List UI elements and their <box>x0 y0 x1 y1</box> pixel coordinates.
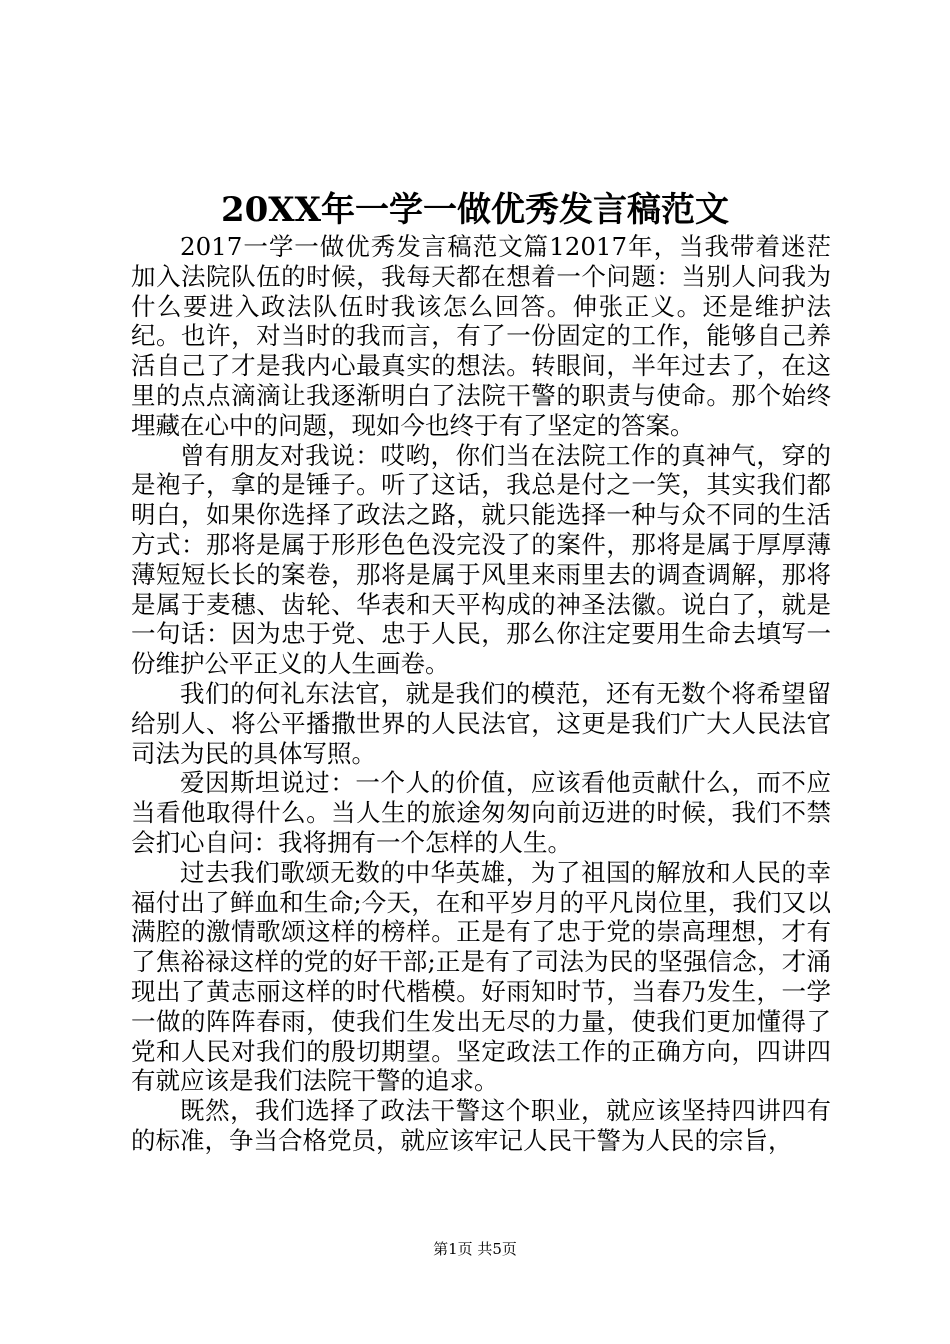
page-footer: 第1页 共5页 <box>433 1240 517 1258</box>
document-body <box>131 232 831 1156</box>
paragraph-1: 2017一学一做优秀发言稿范文篇12017年，当我带着迷茫加入法院队伍的时候，我每天都在想着一个问题：当别人问我为什么要进入政法队伍时我该怎么回答。伸张正义。还是维护法纪。也许，对当时的我而言，有了一份固定的工作，能够自己养活自己了才是我内心最真实的想法。转眼间，半年过去了，在这里的点点滴滴让我逐渐明白了法院干警的职责与使命。那个始终埋藏在心中的问题，现如今也终于有了坚定的答案。 <box>131 232 831 440</box>
paragraph-5: 过去我们歌颂无数的中华英雄，为了祖国的解放和人民的幸福付出了鲜血和生命;今天，在和平岁月的平凡岗位里，我们又以满腔的激情歌颂这样的榜样。正是有了忠于党的崇高理想，才有了焦裕禄这样的党的好干部;正是有了司法为民的坚强信念，才涌现出了黄志丽这样的时代楷模。好雨知时节，当春乃发生，一学一做的阵阵春雨，使我们生发出无尽的力量，使我们更加懂得了党和人民对我们的殷切期望。坚定政法工作的正确方向，四讲四有就应该是我们法院干警的追求。 <box>131 857 831 1096</box>
paragraph-3: 我们的何礼东法官，就是我们的模范，还有无数个将希望留给别人、将公平播撒世界的人民法官，这更是我们广大人民法官司法为民的具体写照。 <box>131 678 831 768</box>
paragraph-4: 爱因斯坦说过：一个人的价值，应该看他贡献什么，而不应当看他取得什么。当人生的旅途匆匆向前迈进的时候，我们不禁会扪心自问：我将拥有一个怎样的人生。 <box>131 768 831 857</box>
document-title: 20XX年一学一做优秀发言稿范文 <box>220 190 730 230</box>
paragraph-2: 曾有朋友对我说：哎哟，你们当在法院工作的真神气，穿的是袍子，拿的是锤子。听了这话，我总是付之一笑，其实我们都明白，如果你选择了政法之路，就只能选择一种与众不同的生活方式：那将是属于形形色色没完没了的案件，那将是属于厚厚薄薄短短长长的案卷，那将是属于风里来雨里去的调查调解，那将是属于麦穗、齿轮、华表和天平构成的神圣法徽。说白了，就是一句话：因为忠于党、忠于人民，那么你注定要用生命去填写一份维护公平正义的人生画卷。 <box>131 440 831 679</box>
paragraph-6: 既然，我们选择了政法干警这个职业，就应该坚持四讲四有的标准，争当合格党员，就应该牢记人民干警为人民的宗旨， <box>131 1096 831 1155</box>
